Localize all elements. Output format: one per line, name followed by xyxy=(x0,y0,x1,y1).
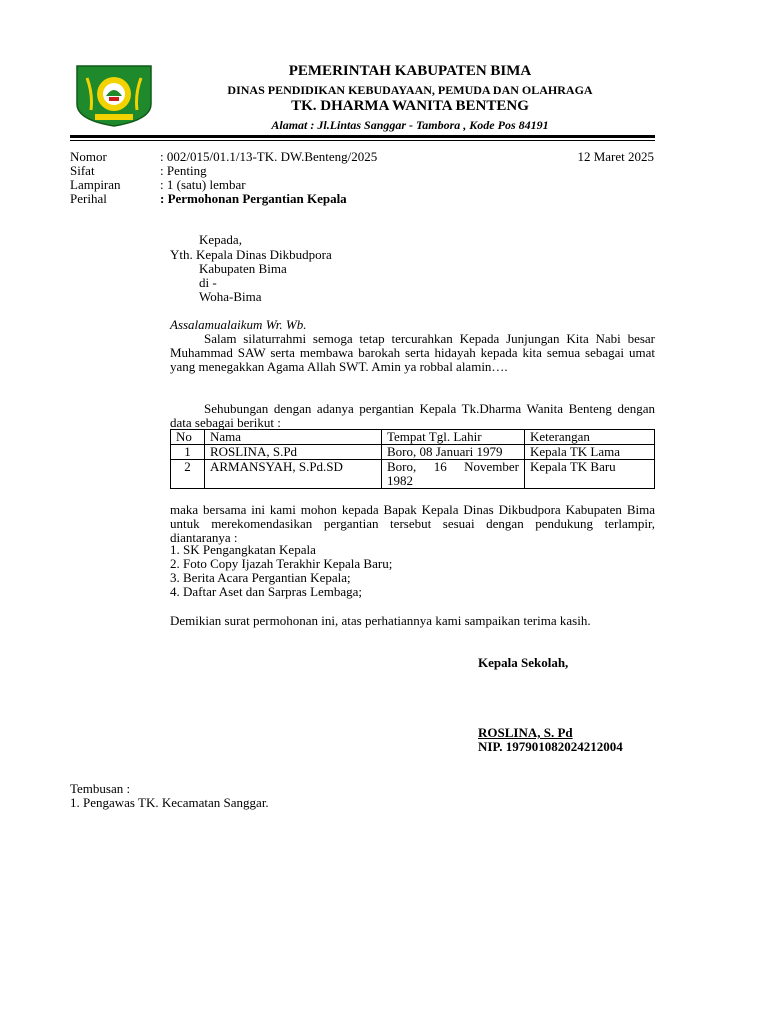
meta-label-attachment: Lampiran xyxy=(70,177,121,192)
letterhead-government: PEMERINTAH KABUPATEN BIMA xyxy=(288,63,532,79)
table-row xyxy=(171,445,655,460)
letterhead-department: DINAS PENDIDIKAN KEBUDAYAAN, PEMUDA DAN OLAHRAGA xyxy=(227,83,593,97)
table-header-row xyxy=(171,430,655,445)
addressee-line: Woha-Bima xyxy=(199,289,262,304)
table-cell: 2 xyxy=(171,460,205,489)
cc-label: Tembusan : xyxy=(70,781,131,796)
letterhead-rule-thick xyxy=(70,135,655,138)
list-item: 2. Foto Copy Ijazah Terakhir Kepala Baru; xyxy=(170,556,393,571)
table-cell: Boro, 08 Januari 1979 xyxy=(382,445,525,460)
personnel-table xyxy=(170,429,655,489)
list-item: 3. Berita Acara Pergantian Kepala; xyxy=(170,570,351,585)
addressee-line: Kepada, xyxy=(199,232,242,247)
list-item: 1. SK Pengangkatan Kepala xyxy=(170,542,316,557)
greeting: Assalamualaikum Wr. Wb. xyxy=(170,317,307,332)
letterhead-address: Alamat : Jl.Lintas Sanggar - Tambora , Kode Pos 84191 xyxy=(271,118,549,132)
table-header-cell: No xyxy=(171,430,205,445)
signatory-title: Kepala Sekolah, xyxy=(478,655,569,670)
letterhead-school: TK. DHARMA WANITA BENTENG xyxy=(291,98,529,114)
meta-label-subject: Perihal xyxy=(70,191,107,206)
closing-paragraph: Demikian surat permohonan ini, atas perhatiannya kami sampaikan terima kasih. xyxy=(170,613,591,628)
table-header-cell: Nama xyxy=(205,430,382,445)
meta-label-nature: Sifat xyxy=(70,163,95,178)
table-cell: Boro, 16 November 1982 xyxy=(382,460,525,489)
signatory-nip: NIP. 197901082024212004 xyxy=(478,739,623,754)
signatory-name: ROSLINA, S. Pd xyxy=(478,725,573,740)
addressee-line: di - xyxy=(199,275,217,290)
table-cell: Kepala TK Baru xyxy=(525,460,655,489)
letter-date: 12 Maret 2025 xyxy=(577,149,654,164)
meta-value-nature: : Penting xyxy=(160,163,207,178)
table-cell: Kepala TK Lama xyxy=(525,445,655,460)
attachment-list xyxy=(170,543,392,599)
meta-value-number: : 002/015/01.1/13-TK. DW.Benteng/2025 xyxy=(160,149,378,164)
regency-crest-icon xyxy=(73,64,155,128)
table-row xyxy=(171,460,655,489)
body-paragraph-2: Sehubungan dengan adanya pergantian Kepala Tk.Dharma Wanita Benteng dengan data sebagai berikut : xyxy=(170,401,655,430)
cc-item: 1. Pengawas TK. Kecamatan Sanggar. xyxy=(70,795,269,810)
table-cell: ARMANSYAH, S.Pd.SD xyxy=(205,460,382,489)
letterhead-rule-thin xyxy=(70,140,655,141)
meta-value-attachment: : 1 (satu) lembar xyxy=(160,177,246,192)
table-header-cell: Tempat Tgl. Lahir xyxy=(382,430,525,445)
addressee-line: Kabupaten Bima xyxy=(199,261,287,276)
list-item: 4. Daftar Aset dan Sarpras Lembaga; xyxy=(170,584,363,599)
meta-value-subject: : Permohonan Pergantian Kepala xyxy=(160,191,347,206)
meta-label-number: Nomor xyxy=(70,149,107,164)
body-paragraph-3: maka bersama ini kami mohon kepada Bapak Kepala Dinas Dikbudpora Kabupaten Bima untuk merekomendasikan pergantian tersebut sesuai dengan pendukung terlampir, diantaranya : xyxy=(170,502,655,545)
table-header-cell: Keterangan xyxy=(525,430,655,445)
addressee-line: Yth. Kepala Dinas Dikbudpora xyxy=(170,247,332,262)
table-cell: ROSLINA, S.Pd xyxy=(205,445,382,460)
body-paragraph-1: Salam silaturrahmi semoga tetap tercurahkan Kepada Junjungan Kita Nabi besar Muhammad SAW serta membawa barokah serta hidayah kepada kita semua sebagai umat yang menegakkan Agama Allah SWT. Amin ya robbal alamin…. xyxy=(170,331,655,374)
table-cell: 1 xyxy=(171,445,205,460)
